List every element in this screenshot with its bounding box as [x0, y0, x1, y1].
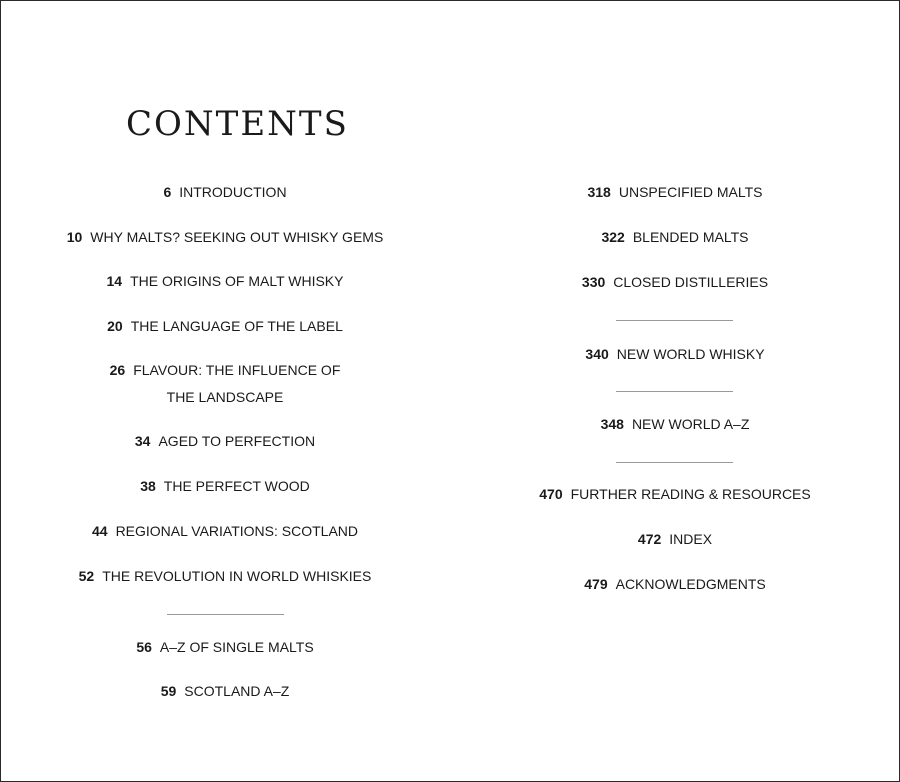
- toc-entry-title: WHY MALTS? SEEKING OUT WHISKY GEMS: [90, 229, 384, 245]
- toc-entry[interactable]: [40, 357, 410, 383]
- section-divider: [616, 462, 733, 463]
- page-title: CONTENTS: [126, 104, 349, 144]
- toc-entry[interactable]: [40, 518, 410, 544]
- toc-entry-title: NEW WORLD WHISKY: [616, 346, 765, 362]
- toc-entry-title: REGIONAL VARIATIONS: SCOTLAND: [115, 523, 359, 539]
- toc-page-number: 56: [136, 639, 152, 655]
- toc-entry-title: THE REVOLUTION IN WORLD WHISKIES: [102, 568, 372, 584]
- toc-page-number: 34: [134, 433, 151, 449]
- toc-page-number: 38: [140, 478, 156, 494]
- toc-entry-title: FURTHER READING & RESOURCES: [570, 486, 811, 502]
- toc-page-number: 6: [163, 184, 172, 200]
- toc-entry-title-line2: THE LANDSCAPE: [166, 389, 284, 405]
- toc-entry-title: NEW WORLD A–Z: [631, 416, 750, 432]
- toc-entry-title: SCOTLAND A–Z: [184, 683, 290, 699]
- section-divider: [616, 320, 733, 321]
- toc-entry[interactable]: [40, 313, 410, 339]
- toc-entry[interactable]: [490, 224, 860, 250]
- toc-page-number: 348: [600, 416, 624, 432]
- toc-entry[interactable]: [490, 526, 860, 552]
- toc-page-number: 44: [91, 523, 108, 539]
- toc-entry[interactable]: [40, 634, 410, 660]
- toc-entry[interactable]: [490, 179, 860, 205]
- toc-entry-title: UNSPECIFIED MALTS: [618, 184, 763, 200]
- toc-page-number: 340: [585, 346, 609, 362]
- toc-page-number: 322: [601, 229, 625, 245]
- toc-page-number: 10: [66, 229, 83, 245]
- toc-entry-title: THE PERFECT WOOD: [163, 478, 310, 494]
- toc-page-number: 330: [581, 274, 606, 290]
- toc-entry[interactable]: [40, 224, 410, 250]
- toc-entry-continuation[interactable]: [40, 384, 410, 410]
- toc-entry[interactable]: [40, 179, 410, 205]
- section-divider: [616, 391, 733, 392]
- toc-page-number: 479: [584, 576, 608, 592]
- toc-entry[interactable]: [490, 411, 860, 437]
- toc-entry-title: INDEX: [669, 531, 713, 547]
- toc-entry-title: ACKNOWLEDGMENTS: [615, 576, 766, 592]
- toc-entry-title: BLENDED MALTS: [632, 229, 749, 245]
- toc-entry[interactable]: [40, 268, 410, 294]
- toc-page-number: 59: [160, 683, 177, 699]
- toc-entry[interactable]: [40, 563, 410, 589]
- toc-entry[interactable]: [490, 341, 860, 367]
- section-divider: [167, 614, 284, 615]
- toc-entry[interactable]: [490, 269, 860, 295]
- toc-page-number: 52: [78, 568, 95, 584]
- toc-entry-title: INTRODUCTION: [179, 184, 287, 200]
- toc-page-number: 20: [107, 318, 123, 334]
- toc-page-number: 470: [539, 486, 563, 502]
- toc-entry-title: THE ORIGINS OF MALT WHISKY: [130, 273, 344, 289]
- toc-page-number: 318: [587, 184, 611, 200]
- toc-entry[interactable]: [490, 481, 860, 507]
- toc-entry-title: A–Z OF SINGLE MALTS: [159, 639, 314, 655]
- toc-entry[interactable]: [40, 428, 410, 454]
- toc-entry[interactable]: [490, 571, 860, 597]
- toc-entry-title: FLAVOUR: THE INFLUENCE OF: [133, 362, 341, 378]
- toc-page-number: 472: [637, 531, 662, 547]
- toc-entry-title: THE LANGUAGE OF THE LABEL: [130, 318, 343, 334]
- toc-entry[interactable]: [40, 473, 410, 499]
- toc-entry-title: CLOSED DISTILLERIES: [613, 274, 769, 290]
- toc-entry[interactable]: [40, 678, 410, 704]
- toc-page-number: 26: [109, 362, 126, 378]
- toc-entry-title: AGED TO PERFECTION: [158, 433, 316, 449]
- toc-page-number: 14: [106, 273, 123, 289]
